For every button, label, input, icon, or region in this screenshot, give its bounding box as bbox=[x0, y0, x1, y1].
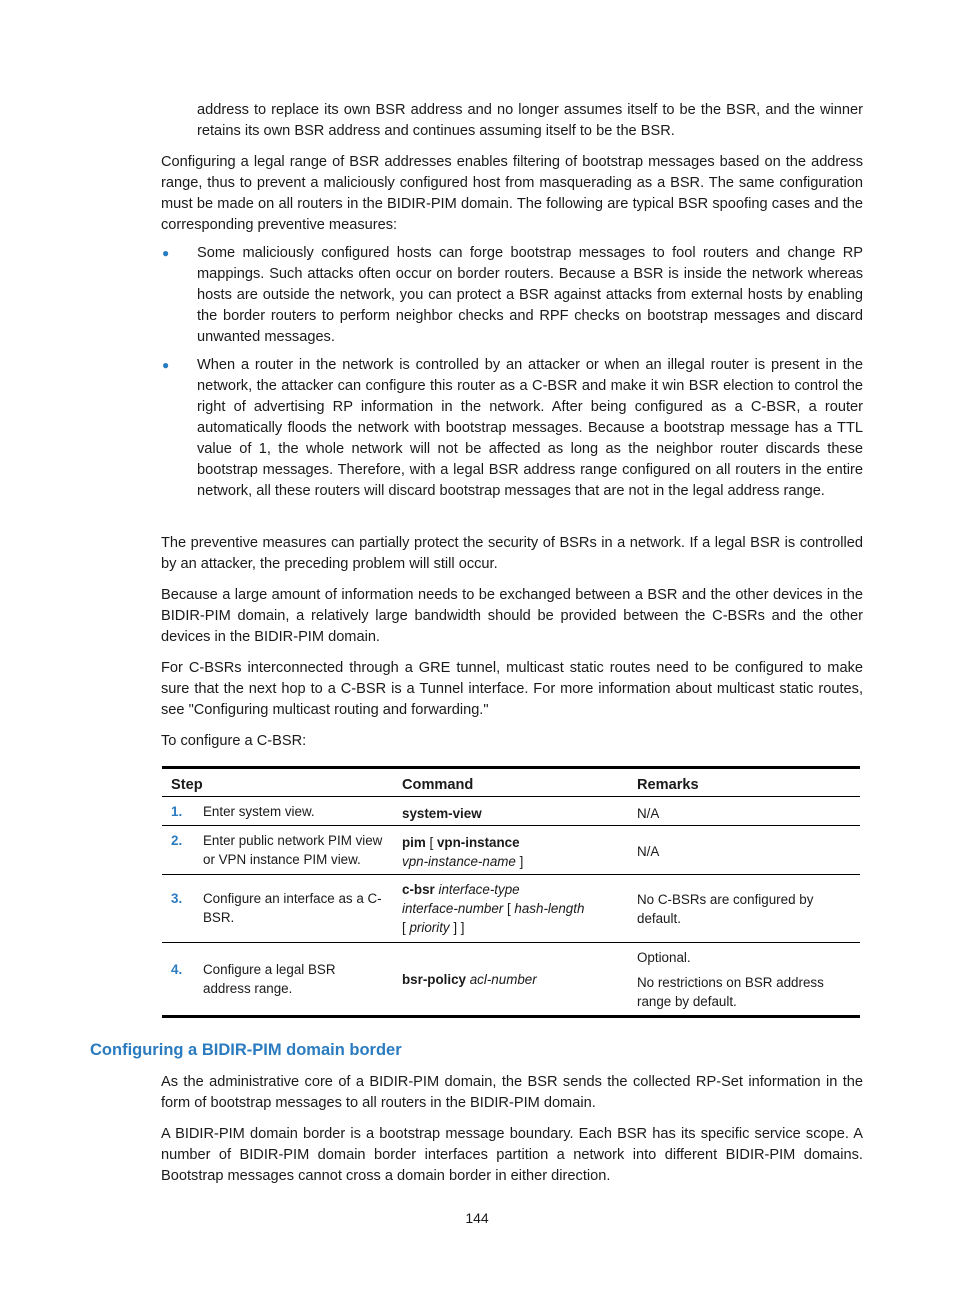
bullet-item bbox=[161, 355, 863, 523]
gre-paragraph: For C-BSRs interconnected through a GRE tunnel, multicast static routes need to be configured to make sure that the next hop to a C-BSR is a Tunnel interface. For more information about multicast static routes, see "Configuring multicast routing and forwarding." bbox=[161, 660, 863, 718]
cmd-argument: interface-type bbox=[434, 882, 520, 897]
remarks-optional: Optional. bbox=[637, 950, 691, 965]
table-row bbox=[162, 875, 860, 943]
header-step: Step bbox=[171, 777, 203, 793]
cmd-bracket: [ bbox=[402, 920, 410, 935]
step-number: 2. bbox=[171, 833, 183, 848]
cmd-argument: interface-number bbox=[402, 901, 504, 916]
cmd-bracket: ] bbox=[515, 854, 524, 869]
section-heading: Configuring a BIDIR-PIM domain border bbox=[90, 1041, 402, 1059]
cmd-bracket: [ bbox=[503, 901, 515, 916]
step-text: Configure an interface as a C-BSR. bbox=[203, 891, 382, 925]
step-number: 4. bbox=[171, 962, 183, 977]
domain-border-paragraph-1: As the administrative core of a BIDIR-PIM domain, the BSR sends the collected RP-Set information in the form of bootstrap messages to all routers in the BIDIR-PIM domain. bbox=[161, 1074, 863, 1111]
bullet-text: Some maliciously configured hosts can forge bootstrap messages to fool routers and change RP mappings. Such attacks often occur on border routers. Because a BSR is inside the network whereas hosts are outside the network, you can protect a BSR against attacks from external hosts by enabling the border routers to perform neighbor checks and RPF checks on bootstrap messages and discard unwanted messages. bbox=[197, 245, 863, 345]
bullet-item bbox=[161, 243, 863, 348]
remarks-text: N/A bbox=[637, 844, 660, 859]
table-header-row bbox=[162, 769, 860, 797]
cmd-keyword: pim bbox=[402, 835, 426, 850]
cmd-bracket: [ bbox=[425, 835, 437, 850]
header-remarks: Remarks bbox=[637, 777, 699, 793]
remarks-text: No C-BSRs are configured by default. bbox=[637, 892, 814, 926]
bandwidth-paragraph: Because a large amount of information needs to be exchanged between a BSR and the other devices in the BIDIR-PIM domain, a relatively large bandwidth should be provided between the C-BSRs and the other devices in the BIDIR-PIM domain. bbox=[161, 587, 863, 645]
cmd-bracket: ] ] bbox=[449, 920, 465, 935]
cmd-keyword: bsr-policy bbox=[402, 972, 466, 987]
step-text: Enter public network PIM view or VPN instance PIM view. bbox=[203, 833, 383, 867]
command-text: system-view bbox=[402, 806, 482, 821]
remarks-text: No restrictions on BSR address range by default. bbox=[637, 975, 824, 1009]
cmd-argument: priority bbox=[409, 920, 450, 935]
table-row bbox=[162, 943, 860, 1018]
header-command: Command bbox=[402, 777, 474, 793]
bullet-dot-icon: ● bbox=[162, 246, 170, 260]
cmd-keyword: c-bsr bbox=[402, 882, 435, 897]
step-number: 1. bbox=[171, 804, 183, 819]
cmd-argument: vpn-instance-name bbox=[402, 854, 516, 869]
step-text: Enter system view. bbox=[203, 804, 315, 819]
preventive-paragraph: The preventive measures can partially protect the security of BSRs in a network. If a legal BSR is controlled by an attacker, the preceding problem will still occur. bbox=[161, 535, 863, 572]
command-text bbox=[402, 880, 627, 937]
continuation-paragraph: address to replace its own BSR address and no longer assumes itself to be the BSR, and the winner retains its own BSR address and continues assuming itself to be the BSR. bbox=[197, 102, 863, 139]
remarks-text: N/A bbox=[637, 806, 660, 821]
cmd-argument: hash-length bbox=[514, 901, 585, 916]
table-row bbox=[162, 797, 860, 826]
bullet-dot-icon: ● bbox=[162, 358, 170, 372]
table-row bbox=[162, 826, 860, 875]
cmd-keyword: vpn-instance bbox=[436, 835, 520, 850]
page-number: 144 bbox=[465, 1210, 489, 1226]
step-text: Configure a legal BSR address range. bbox=[203, 962, 336, 996]
bullet-text: When a router in the network is controlled by an attacker or when an illegal router is present in the network, the attacker can configure this router as a C-BSR and make it win BSR election to control the right of advertising RP information in the network. After being configured as a C-BSR, a router automatically floods the network with bootstrap messages. Because a bootstrap message has a TTL value of 1, the whole network will not be affected as long as the neighbor router discards these bootstrap messages. Therefore, with a legal BSR address range configured on all routers in the entire network, all these routers will discard bootstrap messages that are not in the legal address range. bbox=[197, 357, 863, 499]
configure-intro: To configure a C-BSR: bbox=[161, 733, 307, 749]
domain-border-paragraph-2: A BIDIR-PIM domain border is a bootstrap message boundary. Each BSR has its specific service scope. A number of BIDIR-PIM domain border interfaces partition a network into different BIDIR-PIM domains. Bootstrap messages cannot cross a domain border in either direction. bbox=[161, 1126, 863, 1184]
cmd-argument: acl-number bbox=[466, 972, 537, 987]
step-number: 3. bbox=[171, 891, 183, 906]
command-text bbox=[402, 833, 627, 871]
bsr-range-paragraph: Configuring a legal range of BSR addresses enables filtering of bootstrap messages based on the address range, thus to prevent a maliciously configured host from masquerading as a BSR. The same configuration must be made on all routers in the BIDIR-PIM domain. The following are typical BSR spoofing cases and the corresponding preventive measures: bbox=[161, 154, 863, 233]
command-text bbox=[402, 970, 627, 989]
